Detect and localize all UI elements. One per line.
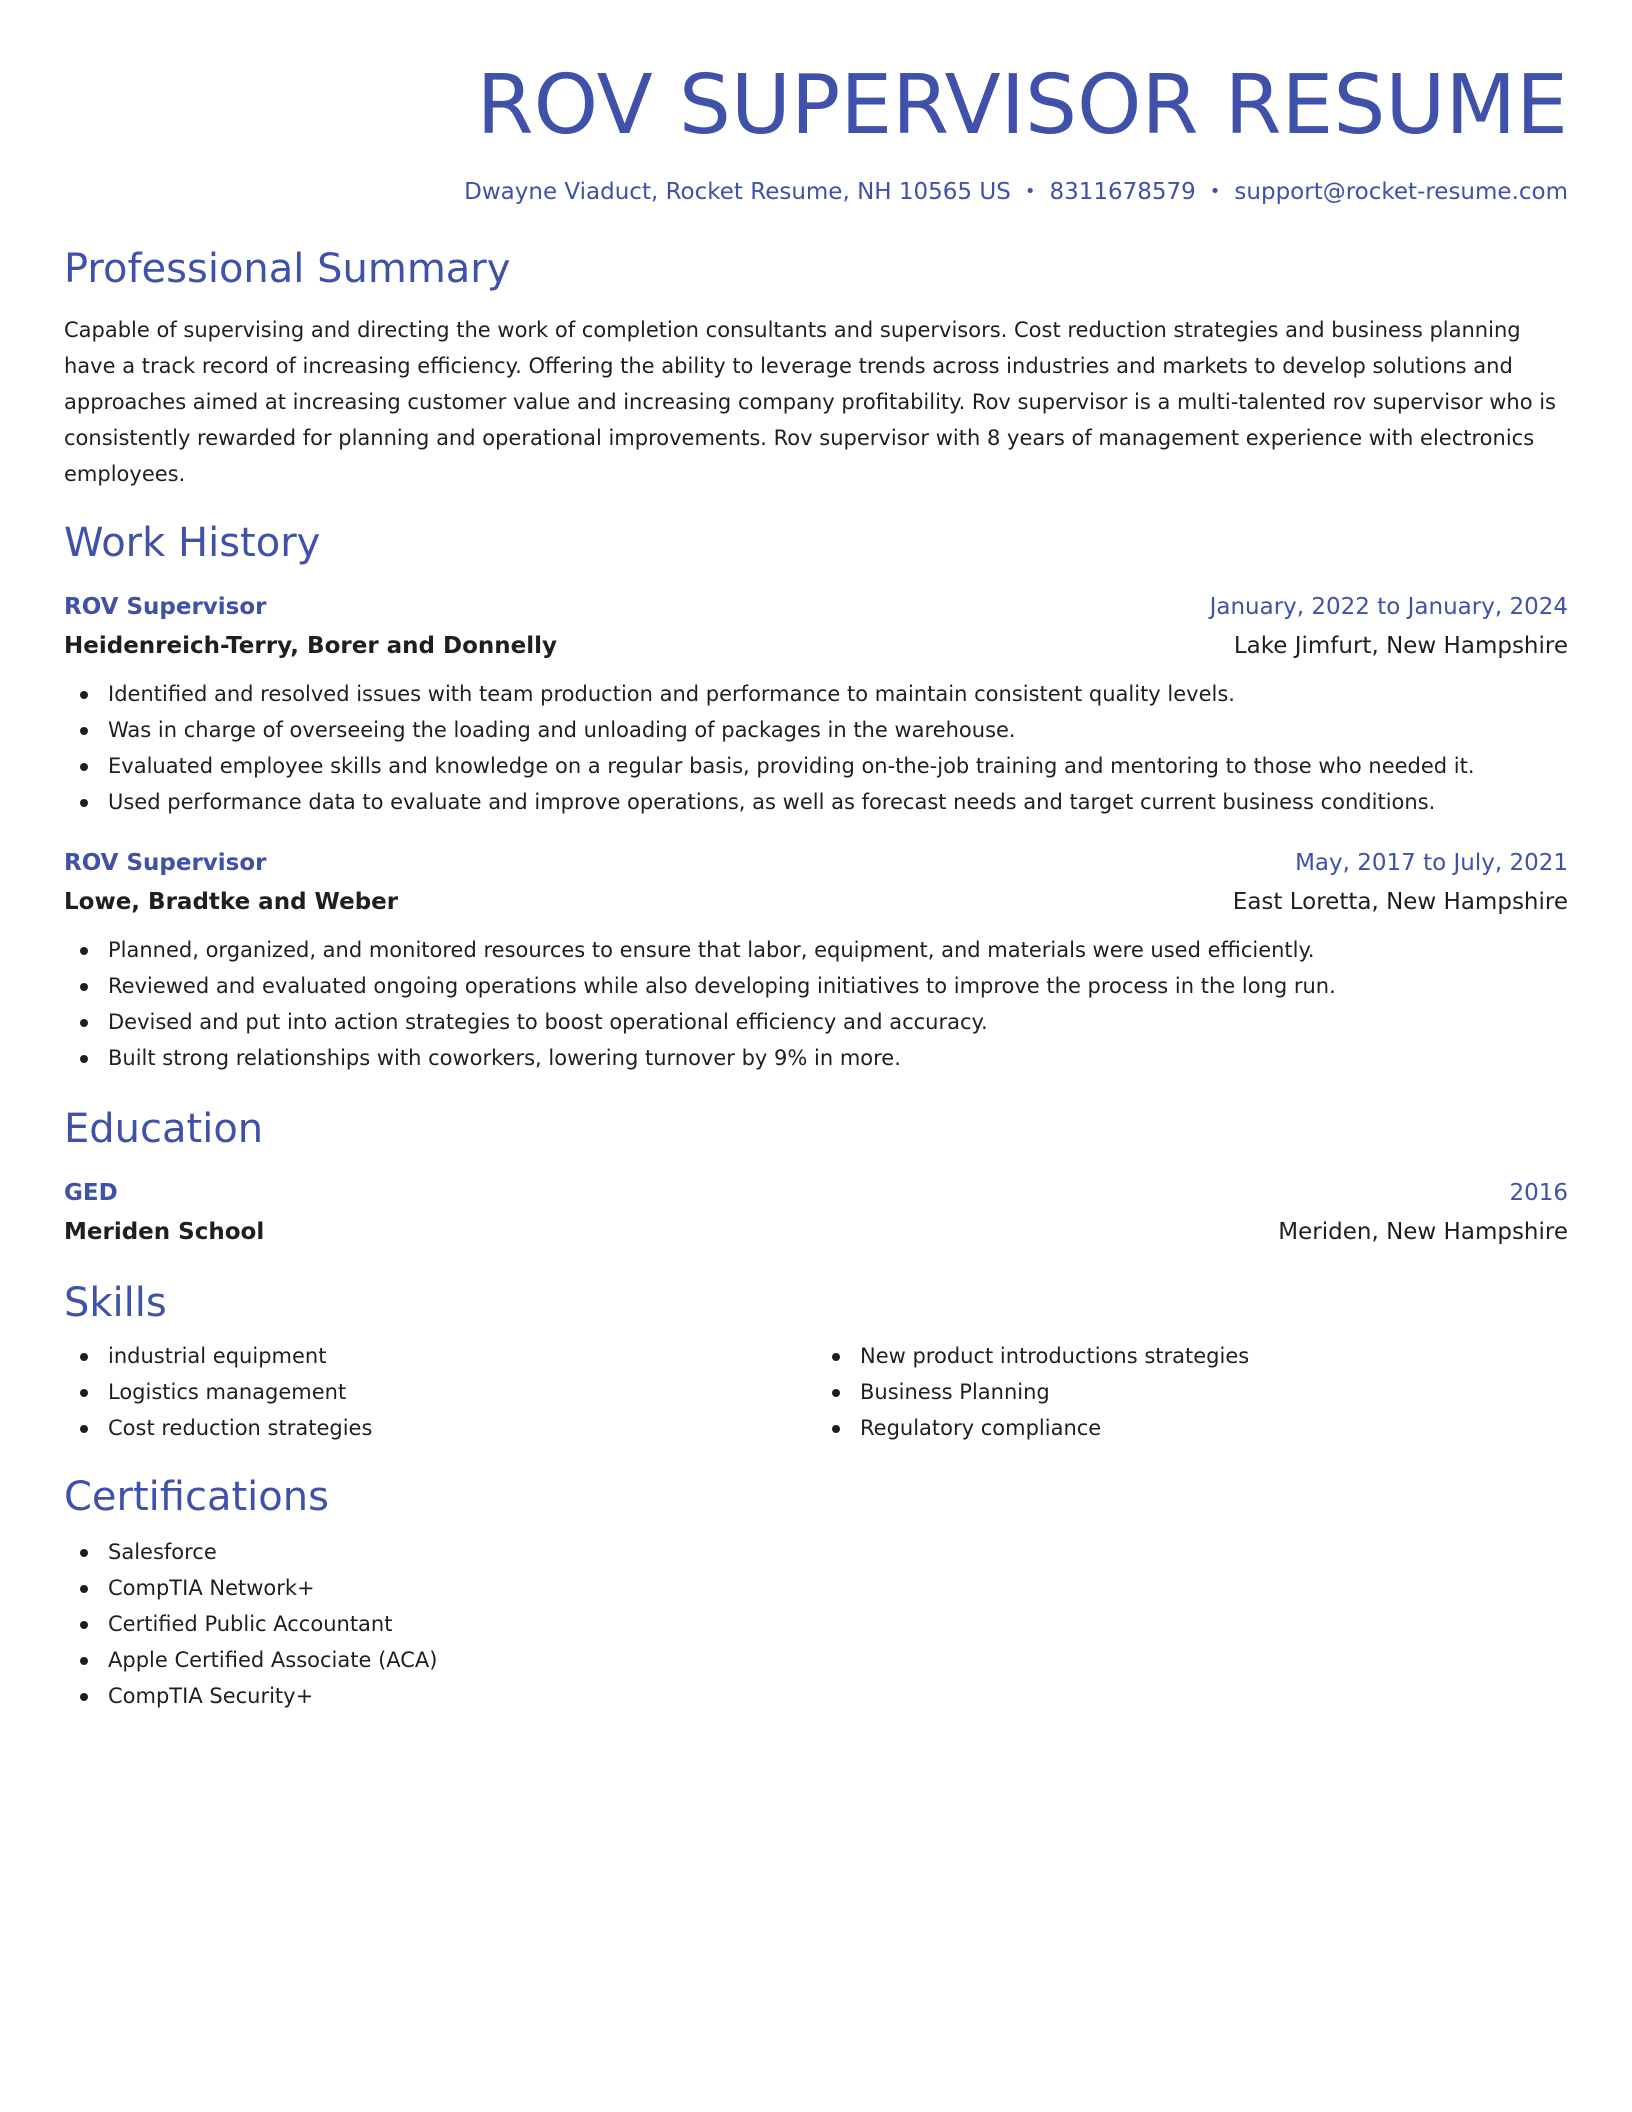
education-school-row bbox=[64, 1210, 1568, 1250]
skills-column-left bbox=[64, 1338, 816, 1446]
skill-item: Regulatory compliance bbox=[816, 1410, 1568, 1446]
skill-item: New product introductions strategies bbox=[816, 1338, 1568, 1374]
contact-separator: • bbox=[1024, 181, 1036, 202]
skill-item: Logistics management bbox=[64, 1374, 816, 1410]
skill-item: industrial equipment bbox=[64, 1338, 816, 1374]
skills-grid bbox=[64, 1338, 1568, 1446]
certification-item: Certified Public Accountant bbox=[64, 1606, 1568, 1642]
contact-email[interactable]: support@rocket-resume.com bbox=[1234, 179, 1568, 205]
summary-heading: Professional Summary bbox=[64, 246, 511, 292]
resume-title: ROV SUPERVISOR RESUME bbox=[476, 58, 1568, 153]
certifications-heading: Certifications bbox=[64, 1474, 329, 1520]
education-year: 2016 bbox=[1509, 1180, 1568, 1206]
job-bullet: Built strong relationships with coworkers, lowering turnover by 9% in more. bbox=[64, 1040, 1568, 1076]
job-company-row bbox=[64, 880, 1568, 920]
education-degree: GED bbox=[64, 1180, 118, 1206]
job-bullet: Was in charge of overseeing the loading and unloading of packages in the warehouse. bbox=[64, 712, 1568, 748]
job-location: Lake Jimfurt, New Hampshire bbox=[1233, 633, 1568, 659]
job-bullet: Identified and resolved issues with team production and performance to maintain consistent quality levels. bbox=[64, 676, 1568, 712]
skill-item: Cost reduction strategies bbox=[64, 1410, 816, 1446]
job-location: East Loretta, New Hampshire bbox=[1232, 889, 1568, 915]
job-title: ROV Supervisor bbox=[64, 594, 267, 620]
job-title: ROV Supervisor bbox=[64, 850, 267, 876]
job-entry bbox=[64, 590, 1568, 820]
job-header-row bbox=[64, 590, 1568, 624]
education-location: Meriden, New Hampshire bbox=[1278, 1219, 1568, 1245]
job-header-row bbox=[64, 846, 1568, 880]
skills-column-right bbox=[816, 1338, 1568, 1446]
contact-line bbox=[64, 176, 1568, 208]
certifications-list bbox=[64, 1534, 1568, 1714]
job-bullet: Planned, organized, and monitored resources to ensure that labor, equipment, and materials were used efficiently. bbox=[64, 932, 1568, 968]
certification-item: CompTIA Security+ bbox=[64, 1678, 1568, 1714]
job-company-row bbox=[64, 624, 1568, 664]
job-bullet: Devised and put into action strategies to boost operational efficiency and accuracy. bbox=[64, 1004, 1568, 1040]
certification-item: Salesforce bbox=[64, 1534, 1568, 1570]
job-entry bbox=[64, 846, 1568, 1076]
job-bullet: Reviewed and evaluated ongoing operations while also developing initiatives to improve the process in the long run. bbox=[64, 968, 1568, 1004]
certification-item: Apple Certified Associate (ACA) bbox=[64, 1642, 1568, 1678]
education-heading: Education bbox=[64, 1106, 264, 1152]
education-school: Meriden School bbox=[64, 1219, 265, 1245]
summary-text: Capable of supervising and directing the work of completion consultants and supervisors. Cost reduction strategies and business planning have a track record of increasing efficiency. Offering the ability to leverage trends across industries and markets to develop solutions and approaches aimed at increasing customer value and increasing company profitability. Rov supervisor is a multi-talented rov supervisor who is consistently rewarded for planning and operational improvements. Rov supervisor with 8 years of management experience with electronics employees. bbox=[64, 318, 1556, 486]
skills-heading: Skills bbox=[64, 1280, 167, 1326]
job-bullet: Evaluated employee skills and knowledge on a regular basis, providing on-the-job training and mentoring to those who needed it. bbox=[64, 748, 1568, 784]
contact-address: Dwayne Viaduct, Rocket Resume, NH 10565 US bbox=[464, 179, 1011, 205]
job-dates: May, 2017 to July, 2021 bbox=[1295, 850, 1568, 876]
education-entry bbox=[64, 1176, 1568, 1250]
education-header-row bbox=[64, 1176, 1568, 1210]
contact-phone[interactable]: 8311678579 bbox=[1049, 179, 1196, 205]
job-bullets bbox=[64, 932, 1568, 1076]
skill-item: Business Planning bbox=[816, 1374, 1568, 1410]
certification-item: CompTIA Network+ bbox=[64, 1570, 1568, 1606]
job-dates: January, 2022 to January, 2024 bbox=[1209, 594, 1568, 620]
job-company: Heidenreich-Terry, Borer and Donnelly bbox=[64, 633, 558, 659]
job-company: Lowe, Bradtke and Weber bbox=[64, 889, 399, 915]
job-bullets bbox=[64, 676, 1568, 820]
contact-separator: • bbox=[1209, 181, 1221, 202]
work-history-heading: Work History bbox=[64, 520, 321, 566]
job-bullet: Used performance data to evaluate and improve operations, as well as forecast needs and target current business conditions. bbox=[64, 784, 1568, 820]
